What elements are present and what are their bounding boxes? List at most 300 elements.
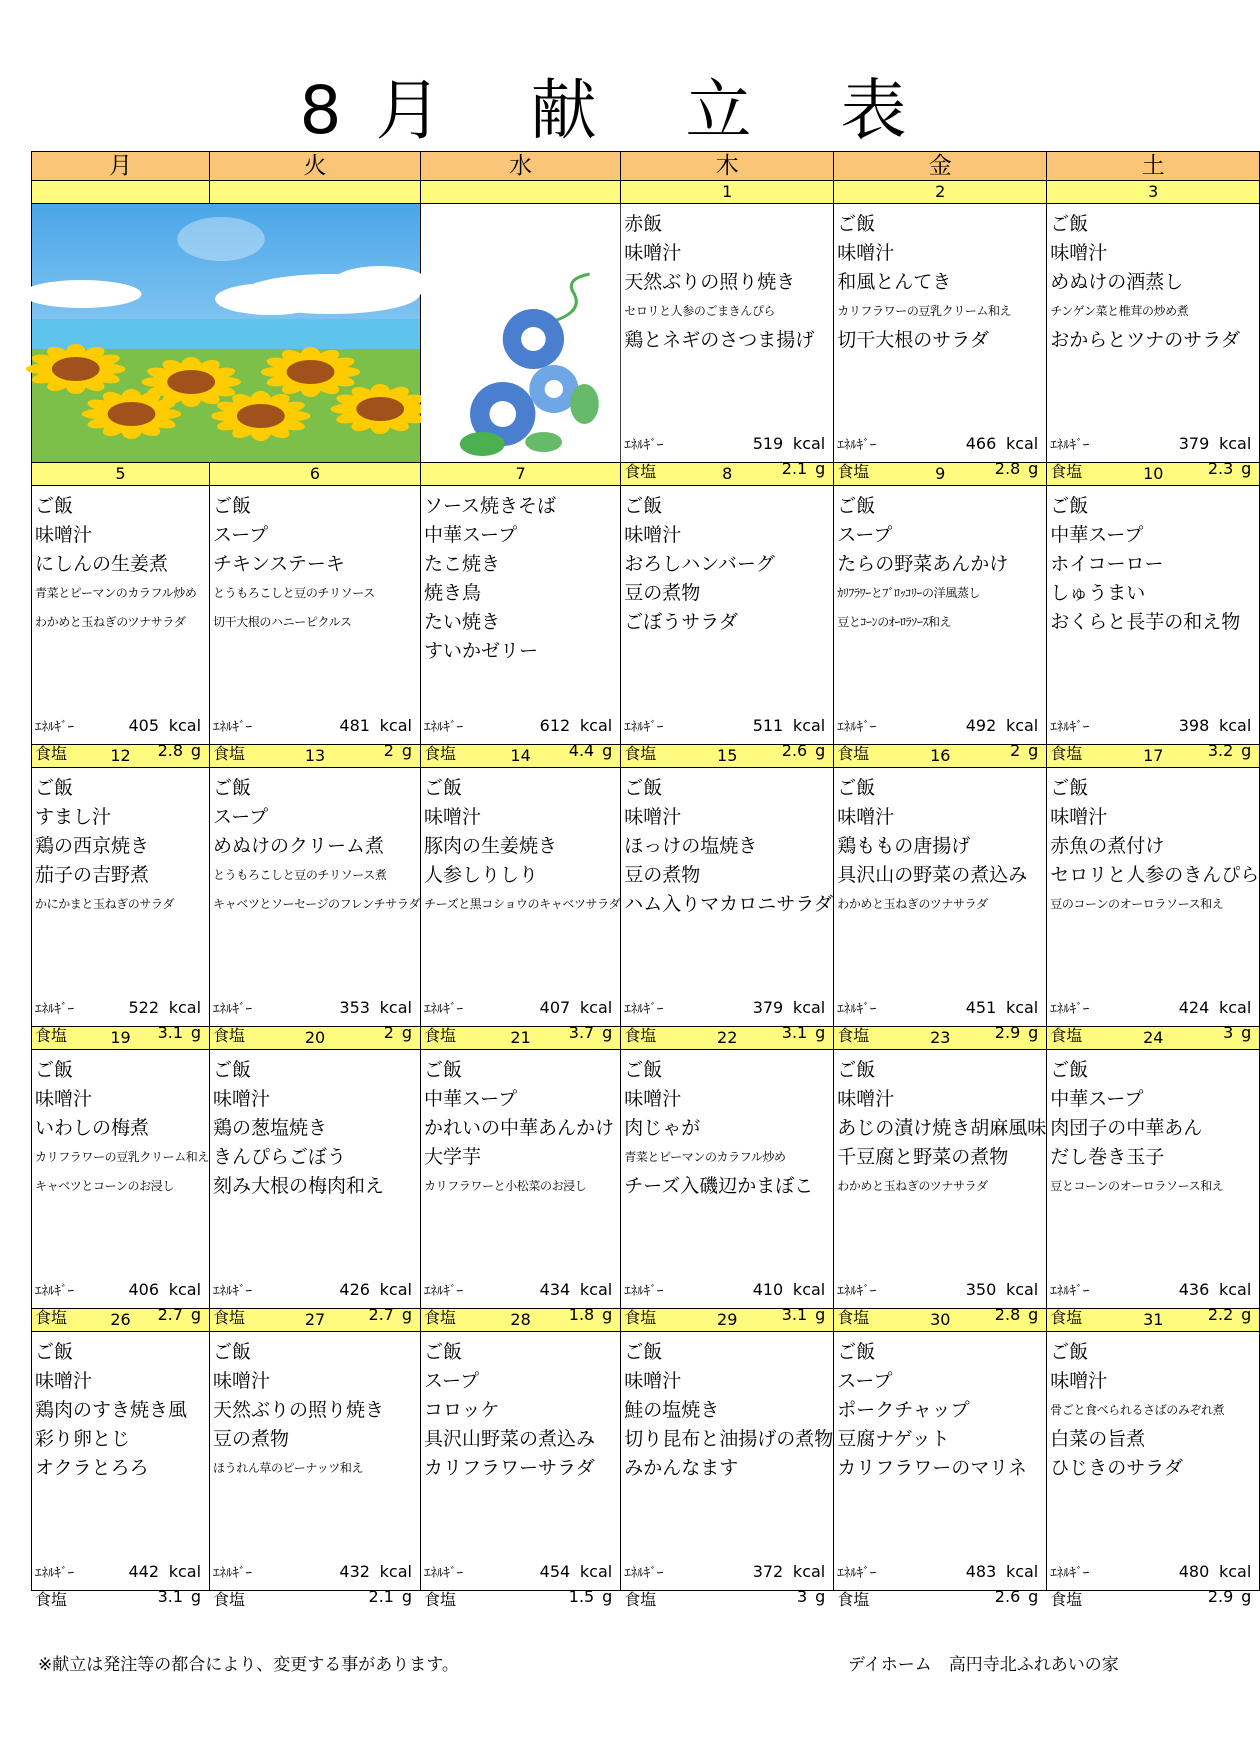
dish-item: かれいの中華あんかけ [423, 1117, 614, 1139]
dish-item: 中華スープ [423, 1088, 518, 1110]
salt-value: 2 [383, 1023, 394, 1042]
dish-item: 味噌汁 [837, 806, 895, 828]
dish-item: 青菜とピーマンのカラフル炒め [35, 586, 197, 600]
dish-item: わかめと玉ねぎのツナサラダ [837, 897, 988, 911]
energy-label: ｴﾈﾙｷﾞｰ [213, 720, 253, 735]
energy-unit: kcal [379, 716, 412, 735]
salt-value: 2.8 [994, 1305, 1021, 1324]
salt-unit: g [815, 1587, 826, 1606]
energy-unit: kcal [168, 998, 202, 1017]
energy-label: ｴﾈﾙｷﾞｰ [624, 438, 664, 453]
energy-value: 350 [965, 1280, 997, 1299]
dish-item: スープ [213, 806, 269, 828]
dish-item: ご飯 [213, 1341, 252, 1363]
energy-unit: kcal [792, 1280, 826, 1299]
dish-list [621, 486, 833, 637]
energy-label: ｴﾈﾙｷﾞｰ [423, 720, 463, 735]
dish-item: ご飯 [837, 1059, 876, 1081]
salt-label: 食塩 [837, 462, 870, 481]
weekday-fri: 金 [834, 152, 1047, 181]
dish-item: にしんの生姜煮 [35, 553, 169, 575]
dish-item: 天然ぶりの照り焼き [213, 1399, 385, 1421]
menu-row [32, 486, 1260, 745]
dish-list [621, 768, 833, 919]
energy-label: ｴﾈﾙｷﾞｰ [35, 1566, 74, 1581]
energy-unit: kcal [579, 998, 613, 1017]
energy-value: 522 [128, 998, 160, 1017]
dish-item: ほっけの塩焼き [624, 835, 758, 857]
salt-label: 食塩 [423, 1308, 456, 1327]
date-number: 29 [621, 1309, 834, 1332]
dish-list [1047, 204, 1259, 355]
dish-item: 味噌汁 [423, 806, 481, 828]
energy-value: 451 [965, 998, 997, 1017]
date-number: 14 [420, 745, 620, 768]
dish-item: しゅうまい [1050, 582, 1146, 604]
dish-item: ご飯 [35, 777, 74, 799]
dish-item: ご飯 [1050, 777, 1089, 799]
date-number: 9 [834, 463, 1047, 486]
salt-value: 4.4 [568, 741, 595, 760]
energy-unit: kcal [1218, 716, 1252, 735]
energy-unit: kcal [792, 434, 826, 453]
salt-label: 食塩 [423, 1590, 456, 1609]
energy-label: ｴﾈﾙｷﾞｰ [35, 1284, 74, 1299]
date-number: 21 [420, 1027, 620, 1050]
salt-value: 3.1 [781, 1023, 808, 1042]
energy-value: 492 [965, 716, 997, 735]
date-number [32, 181, 210, 204]
salt-unit: g [1241, 1305, 1252, 1324]
dish-item: わかめと玉ねぎのツナサラダ [837, 1179, 988, 1193]
date-number: 6 [210, 463, 421, 486]
weekday-thu: 木 [621, 152, 834, 181]
energy-unit: kcal [1005, 1280, 1039, 1299]
dish-item: 味噌汁 [35, 1088, 93, 1110]
dish-item: 肉団子の中華あん [1050, 1117, 1203, 1139]
dish-item: カリフラワーサラダ [423, 1457, 595, 1479]
date-number: 23 [834, 1027, 1047, 1050]
menu-row [32, 204, 1260, 463]
day-menu-cell [621, 204, 834, 481]
dish-item: ご飯 [1050, 1341, 1089, 1363]
energy-unit: kcal [792, 1562, 826, 1581]
dish-item: スープ [837, 1370, 893, 1392]
dish-list [834, 1332, 1046, 1483]
salt-label: 食塩 [624, 1590, 657, 1609]
dish-item: めぬけのクリーム煮 [213, 835, 385, 857]
dish-list [210, 1050, 420, 1201]
weekday-mon: 月 [32, 152, 210, 181]
day-menu-cell [420, 1332, 620, 1609]
energy-value: 424 [1178, 998, 1210, 1017]
day-menu-cell [210, 1332, 421, 1609]
dish-item: ご飯 [624, 495, 663, 517]
energy-value: 398 [1178, 716, 1210, 735]
date-number: 26 [32, 1309, 210, 1332]
energy-value: 466 [965, 434, 997, 453]
dish-item: 鶏の西京焼き [35, 835, 150, 857]
dish-item: 豚肉の生姜焼き [423, 835, 557, 857]
dish-list [621, 1332, 833, 1483]
energy-unit: kcal [1218, 1280, 1252, 1299]
date-number: 27 [210, 1309, 421, 1332]
energy-unit: kcal [579, 716, 613, 735]
dish-item: 鶏とネギのさつま揚げ [624, 329, 815, 351]
salt-unit: g [1241, 459, 1252, 478]
energy-value: 379 [1178, 434, 1210, 453]
salt-unit: g [1028, 1587, 1039, 1606]
energy-unit: kcal [579, 1280, 613, 1299]
date-number: 22 [621, 1027, 834, 1050]
energy-value: 407 [539, 998, 571, 1017]
energy-label: ｴﾈﾙｷﾞｰ [837, 438, 877, 453]
day-menu-cell [1047, 1332, 1260, 1609]
dish-item: たらの野菜あんかけ [837, 553, 1009, 575]
salt-unit: g [1028, 1023, 1039, 1042]
dish-list [210, 1332, 420, 1483]
energy-label: ｴﾈﾙｷﾞｰ [1050, 720, 1090, 735]
dish-item: すまし汁 [35, 806, 112, 828]
date-number: 8 [621, 463, 834, 486]
salt-unit: g [190, 1023, 202, 1042]
dish-item: ご飯 [35, 1341, 74, 1363]
dish-item: 鶏の葱塩焼き [213, 1117, 328, 1139]
salt-unit: g [401, 1305, 412, 1324]
dish-item: 中華スープ [1050, 1088, 1144, 1110]
energy-label: ｴﾈﾙｷﾞｰ [837, 1566, 877, 1581]
dish-item: かにかまと玉ねぎのサラダ [35, 897, 175, 911]
salt-label: 食塩 [624, 1026, 657, 1045]
energy-unit: kcal [1005, 1562, 1039, 1581]
date-number: 12 [32, 745, 210, 768]
dish-item: きんぴらごぼう [213, 1146, 347, 1168]
energy-label: ｴﾈﾙｷﾞｰ [1050, 1566, 1090, 1581]
morning-glory-illustration [421, 204, 620, 462]
energy-label: ｴﾈﾙｷﾞｰ [624, 1566, 664, 1581]
dish-item: 天然ぶりの照り焼き [624, 271, 796, 293]
energy-value: 406 [128, 1280, 160, 1299]
page-title: 8月 献 立 表 [299, 72, 941, 149]
energy-value: 483 [965, 1562, 997, 1581]
dish-item: ｶﾘﾌﾗﾜｰとﾌﾞﾛｯｺﾘｰの洋風蒸し [837, 586, 981, 600]
salt-value: 3.2 [1207, 741, 1234, 760]
salt-unit: g [815, 741, 826, 760]
day-menu-cell [32, 1332, 210, 1609]
salt-value: 1.5 [568, 1587, 595, 1606]
energy-value: 519 [752, 434, 784, 453]
energy-value: 426 [339, 1280, 370, 1299]
dish-item: 切り昆布と油揚げの煮物 [624, 1428, 834, 1450]
day-menu-cell [1047, 768, 1260, 1045]
energy-unit: kcal [379, 1280, 412, 1299]
salt-label: 食塩 [213, 1590, 246, 1609]
dish-list [32, 1050, 209, 1201]
dish-item: 鶏肉のすき焼き風 [35, 1399, 188, 1421]
salt-value: 3.1 [157, 1587, 184, 1606]
dish-item: 赤飯 [624, 213, 663, 235]
energy-label: ｴﾈﾙｷﾞｰ [624, 1002, 664, 1017]
energy-unit: kcal [1218, 998, 1252, 1017]
dish-item: ご飯 [423, 1341, 462, 1363]
dish-item: あじの漬け焼き胡麻風味 [837, 1117, 1047, 1139]
dish-item: ご飯 [837, 777, 876, 799]
dish-item: ご飯 [213, 777, 252, 799]
dish-item: ハム入りマカロニサラダ [624, 893, 834, 915]
energy-label: ｴﾈﾙｷﾞｰ [423, 1566, 463, 1581]
dish-item: ご飯 [1050, 1059, 1089, 1081]
energy-label: ｴﾈﾙｷﾞｰ [213, 1566, 253, 1581]
dish-item: 人参しりしり [423, 864, 538, 886]
illustration-cell [32, 204, 421, 463]
salt-unit: g [815, 459, 826, 478]
dish-item: ひじきのサラダ [1050, 1457, 1184, 1479]
dish-item: 味噌汁 [213, 1370, 271, 1392]
footer-organization: デイホーム 高円寺北ふれあいの家 [848, 1655, 1119, 1675]
illustration-cell [420, 204, 620, 463]
salt-label: 食塩 [624, 744, 657, 763]
salt-label: 食塩 [35, 744, 68, 763]
dish-item: 切干大根のハニーピクルス [213, 615, 352, 629]
dish-item: 刻み大根の梅肉和え [213, 1175, 385, 1197]
salt-unit: g [815, 1305, 826, 1324]
salt-unit: g [602, 1305, 613, 1324]
energy-label: ｴﾈﾙｷﾞｰ [213, 1002, 253, 1017]
salt-value: 3.1 [157, 1023, 184, 1042]
salt-label: 食塩 [837, 1590, 870, 1609]
salt-label: 食塩 [837, 1308, 870, 1327]
dish-item: 豆の煮物 [624, 582, 701, 604]
salt-label: 食塩 [1050, 1308, 1083, 1327]
dish-item: 味噌汁 [624, 524, 682, 546]
salt-value: 2.3 [1207, 459, 1234, 478]
salt-value: 3.7 [568, 1023, 595, 1042]
energy-unit: kcal [1005, 716, 1039, 735]
salt-label: 食塩 [1050, 744, 1083, 763]
dish-item: 味噌汁 [1050, 242, 1108, 264]
salt-value: 2.9 [1207, 1587, 1234, 1606]
menu-row [32, 768, 1260, 1027]
dish-list [210, 486, 420, 637]
dish-item: ご飯 [624, 1341, 663, 1363]
dish-item: とうもろこしと豆のチリソース [213, 586, 375, 600]
dish-item: ご飯 [1050, 213, 1089, 235]
salt-label: 食塩 [35, 1590, 68, 1609]
salt-label: 食塩 [624, 1308, 657, 1327]
day-menu-cell [210, 1050, 421, 1327]
salt-label: 食塩 [213, 1026, 246, 1045]
energy-unit: kcal [1005, 434, 1039, 453]
dish-item: 具沢山野菜の煮込み [423, 1428, 595, 1450]
salt-unit: g [1028, 741, 1039, 760]
salt-value: 2.6 [781, 741, 808, 760]
salt-label: 食塩 [35, 1026, 68, 1045]
salt-unit: g [1241, 1587, 1252, 1606]
dish-item: セロリと人参のごまきんぴら [624, 304, 776, 318]
dish-item: スープ [213, 524, 269, 546]
date-number [420, 181, 620, 204]
dish-item: 豆の煮物 [213, 1428, 290, 1450]
dish-item: おろしハンバーグ [624, 553, 775, 575]
dish-list [32, 1332, 209, 1483]
dish-item: 味噌汁 [837, 242, 895, 264]
salt-unit: g [1241, 741, 1252, 760]
salt-value: 1.8 [568, 1305, 595, 1324]
dish-item: 茄子の吉野煮 [35, 864, 150, 886]
dish-item: ごぼうサラダ [624, 611, 739, 633]
weekday-header-row [32, 152, 1260, 181]
dish-item: 切干大根のサラダ [837, 329, 990, 351]
dish-item: めぬけの酒蒸し [1050, 271, 1184, 293]
energy-unit: kcal [579, 1562, 613, 1581]
salt-label: 食塩 [837, 1026, 870, 1045]
date-number: 19 [32, 1027, 210, 1050]
date-number: 16 [834, 745, 1047, 768]
dish-list [32, 486, 209, 637]
dish-item: 大学芋 [423, 1146, 481, 1168]
dish-list [1047, 486, 1259, 637]
dish-item: 焼き鳥 [423, 582, 481, 604]
dish-item: 千豆腐と野菜の煮物 [837, 1146, 1009, 1168]
energy-value: 481 [339, 716, 370, 735]
dish-item: チンゲン菜と椎茸の炒め煮 [1050, 304, 1189, 318]
dish-list [834, 768, 1046, 919]
salt-label: 食塩 [423, 1026, 456, 1045]
dish-item: 肉じゃが [624, 1117, 701, 1139]
energy-value: 436 [1178, 1280, 1210, 1299]
salt-unit: g [602, 1023, 613, 1042]
dish-item: スープ [837, 524, 893, 546]
day-menu-cell [621, 1332, 834, 1609]
salt-value: 2 [1010, 741, 1021, 760]
energy-value: 432 [339, 1562, 370, 1581]
energy-unit: kcal [1218, 1562, 1252, 1581]
dish-list [421, 486, 620, 666]
weekday-sat: 土 [1047, 152, 1260, 181]
dish-item: 味噌汁 [624, 1370, 682, 1392]
dish-item: 中華スープ [1050, 524, 1144, 546]
dish-item: 豆のコーンのオーロラソース和え [1050, 897, 1224, 911]
date-number: 20 [210, 1027, 421, 1050]
dish-item: キャベツとコーンのお浸し [35, 1179, 174, 1193]
footer-note: ※献立は発注等の都合により、変更する事があります。 [38, 1655, 459, 1675]
salt-value: 2.7 [368, 1305, 394, 1324]
salt-value: 3 [1223, 1023, 1234, 1042]
salt-value: 2.2 [1207, 1305, 1234, 1324]
salt-value: 2.1 [368, 1587, 394, 1606]
salt-label: 食塩 [423, 744, 456, 763]
energy-unit: kcal [379, 1562, 412, 1581]
salt-value: 2.8 [994, 459, 1021, 478]
salt-unit: g [815, 1023, 826, 1042]
salt-value: 3 [797, 1587, 808, 1606]
dish-item: ポークチャップ [837, 1399, 970, 1421]
dish-item: カリフラワーのマリネ [837, 1457, 1027, 1479]
dish-item: カリフラワーと小松菜のお浸し [423, 1179, 587, 1193]
salt-label: 食塩 [1050, 1026, 1083, 1045]
dish-item: おからとツナのサラダ [1050, 329, 1241, 351]
salt-unit: g [401, 1023, 412, 1042]
salt-value: 2.8 [157, 741, 184, 760]
dish-list [621, 1050, 833, 1201]
dish-item: だし巻き玉子 [1050, 1146, 1165, 1168]
dish-item: ご飯 [837, 495, 876, 517]
salt-unit: g [1028, 459, 1039, 478]
dish-item: 味噌汁 [35, 524, 93, 546]
dish-item: たこ焼き [423, 553, 500, 575]
dish-item: 味噌汁 [624, 242, 682, 264]
energy-label: ｴﾈﾙｷﾞｰ [423, 1284, 463, 1299]
dish-list [421, 1332, 620, 1483]
menu-row [32, 1332, 1260, 1591]
dish-list [621, 204, 833, 355]
dish-item: カリフラワーの豆乳クリーム和え [837, 304, 1012, 318]
dish-list [1047, 1050, 1259, 1201]
energy-unit: kcal [168, 716, 202, 735]
salt-value: 2.9 [994, 1023, 1021, 1042]
dish-item: ご飯 [423, 777, 462, 799]
date-number: 7 [420, 463, 620, 486]
salt-value: 2.6 [994, 1587, 1021, 1606]
dish-item: 味噌汁 [624, 806, 682, 828]
energy-value: 612 [539, 716, 571, 735]
energy-value: 379 [752, 998, 784, 1017]
dish-item: セロリと人参のきんぴら [1050, 864, 1260, 886]
dish-item: 豆とコーンのオーロラソース和え [1050, 1179, 1224, 1193]
dish-item: おくらと長芋の和え物 [1050, 611, 1241, 633]
salt-label: 食塩 [213, 744, 246, 763]
salt-label: 食塩 [35, 1308, 68, 1327]
energy-value: 410 [752, 1280, 784, 1299]
date-number: 13 [210, 745, 421, 768]
dish-item: 味噌汁 [624, 1088, 682, 1110]
dish-list [421, 768, 620, 919]
energy-label: ｴﾈﾙｷﾞｰ [624, 720, 664, 735]
energy-value: 442 [128, 1562, 160, 1581]
salt-unit: g [401, 1587, 412, 1606]
date-row [32, 181, 1260, 204]
date-number: 3 [1047, 181, 1260, 204]
dish-item: ご飯 [624, 777, 663, 799]
dish-item: 鮭の塩焼き [624, 1399, 720, 1421]
dish-list [1047, 1332, 1259, 1483]
dish-item: チーズと黒コショウのキャベツサラダ [423, 897, 621, 911]
salt-label: 食塩 [1050, 1590, 1083, 1609]
energy-label: ｴﾈﾙｷﾞｰ [624, 1284, 664, 1299]
dish-list [421, 1050, 620, 1201]
salt-unit: g [190, 1305, 202, 1324]
energy-unit: kcal [168, 1562, 202, 1581]
dish-item: 彩り卵とじ [35, 1428, 131, 1450]
energy-label: ｴﾈﾙｷﾞｰ [213, 1284, 253, 1299]
salt-value: 2.1 [781, 459, 808, 478]
energy-label: ｴﾈﾙｷﾞｰ [837, 1002, 877, 1017]
dish-list [834, 1050, 1046, 1201]
dish-item: すいかゼリー [423, 640, 538, 662]
energy-value: 454 [539, 1562, 571, 1581]
dish-item: 骨ごと食べられるさばのみぞれ煮 [1050, 1403, 1225, 1417]
dish-item: チキンステーキ [213, 553, 345, 575]
dish-item: ホイコーロー [1050, 553, 1164, 575]
dish-item: ご飯 [837, 1341, 876, 1363]
energy-label: ｴﾈﾙｷﾞｰ [1050, 1284, 1090, 1299]
dish-item: チーズ入磯辺かまぼこ [624, 1175, 814, 1197]
date-number: 10 [1047, 463, 1260, 486]
date-number: 2 [834, 181, 1047, 204]
dish-list [32, 768, 209, 919]
salt-label: 食塩 [624, 462, 657, 481]
energy-unit: kcal [379, 998, 412, 1017]
